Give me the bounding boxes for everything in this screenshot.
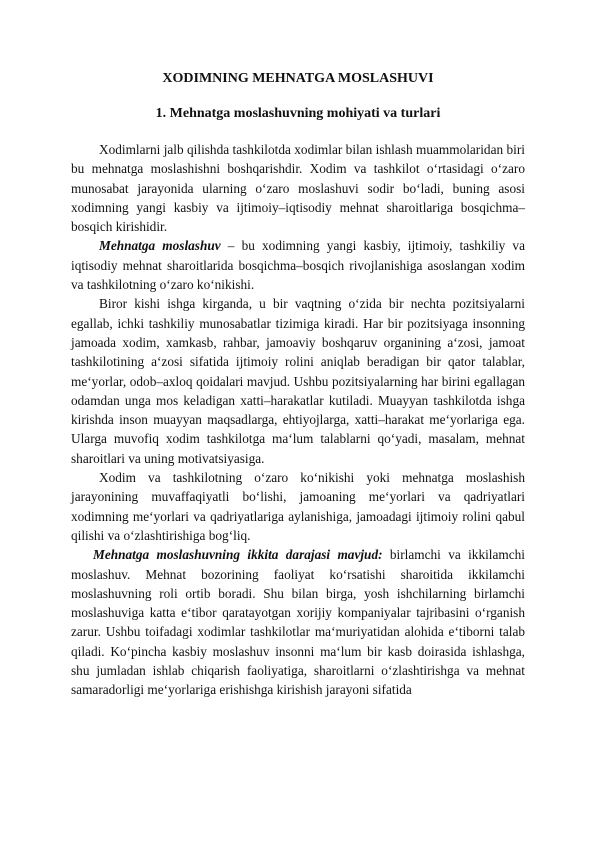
paragraph-text: birlamchi va ikkilamchi moslashuv. Mehnat bozorining faoliyat ko‘rsatishi sharoitida ikkilamchi moslashuvning roli ortib boradi. Shu bilan birga, yosh ishchilarning birlamchi moslashuviga katta e‘tibor qaratayotgan xorijiy kompaniyalar tajribasini o‘rganish zarur. Ushbu toifadagi xodimlar tashkilotlar ma‘muriyatidan alohida e‘tiborni talab qiladi. Ko‘pincha kasbiy moslashuv insonni ma‘lum bir kasb doirasida ishlashga, shu jumladan ishlab chiqarish faoliyatiga, sharoitlarni o‘zlashtirishga va mehnat samaradorligi me‘yorlariga erishishga kirishish jarayoni sifatida — [71, 547, 525, 698]
section-heading: 1. Mehnatga moslashuvning mohiyati va turlari — [155, 106, 441, 121]
paragraph-text: Xodim va tashkilotning o‘zaro ko‘nikishi yoki mehnatga moslashish jarayonining muvaffaqiyatli bo‘lishi, jamoaning me‘yorlari va qadriyatlari xodimning me‘yorlari va qadriyatlariga aylanishiga, jamoadagi ijtimoiy rolini qabul qilishi va o‘zlashtirishiga bog‘liq. — [71, 470, 525, 543]
document-page — [71, 70, 525, 700]
paragraph-text: Xodimlarni jalb qilishda tashkilotda xodimlar bilan ishlash muammolaridan biri bu mehnatga moslashishni boshqarishdir. Xodim va tashkilot o‘rtasidagi o‘zaro munosabat jarayonida ularning o‘zaro moslashuvi sodir bo‘ladi, buning asosi xodimning yangi kasbiy va ijtimoiy–iqtisodiy mehnat sharoitlariga bosqichma–bosqich kirishidir. — [71, 142, 525, 235]
paragraph-3 — [71, 294, 525, 468]
paragraph-2 — [71, 236, 525, 294]
paragraph-text: – bu xodimning yangi kasbiy, ijtimoiy, tashkiliy va iqtisodiy mehnat sharoitlarida bosqichma–bosqich rivojlanishiga asoslangan xodim va tashkilotning o‘zaro ko‘nikishi. — [71, 238, 525, 293]
document-body — [71, 140, 525, 700]
paragraph-5 — [71, 545, 525, 699]
defined-term: Mehnatga moslashuv — [99, 238, 221, 254]
paragraph-text: Biror kishi ishga kirganda, u bir vaqtning o‘zida bir nechta pozitsiyalarni egallab, ichki tashkiliy munosabatlar tizimiga kiradi. Har bir pozitsiyaga insonning jamoada xodim, xamkasb, rahbar, jamoaviy boshqaruv organining a‘zosi, jamoat tashkilotining a‘zosi sifatida ijtimoiy rolini aniqlab beradigan bir qator talablar, me‘yorlar, odob–axloq qoidalari mavjud. Ushbu pozitsiyalarning har birini egallagan odamdan unga mos keladigan xatti–harakatlar kutiladi. Muayyan tashkilotda ishga kirishda inson muayyan maqsadlarga, ehtiyojlarga, xatti–harakat me‘yorlariga ega. Ularga muvofiq xodim tashkilotga ma‘lum talablarni qo‘yadi, masalam, mehnat sharoitlari va uning motivatsiyasiga. — [71, 296, 525, 466]
defined-term: Mehnatga moslashuvning ikkita darajasi mavjud: — [93, 547, 383, 563]
paragraph-4 — [71, 468, 525, 545]
document-title: XODIMNING MEHNATGA MOSLASHUVI — [162, 71, 434, 86]
paragraph-1 — [71, 140, 525, 236]
